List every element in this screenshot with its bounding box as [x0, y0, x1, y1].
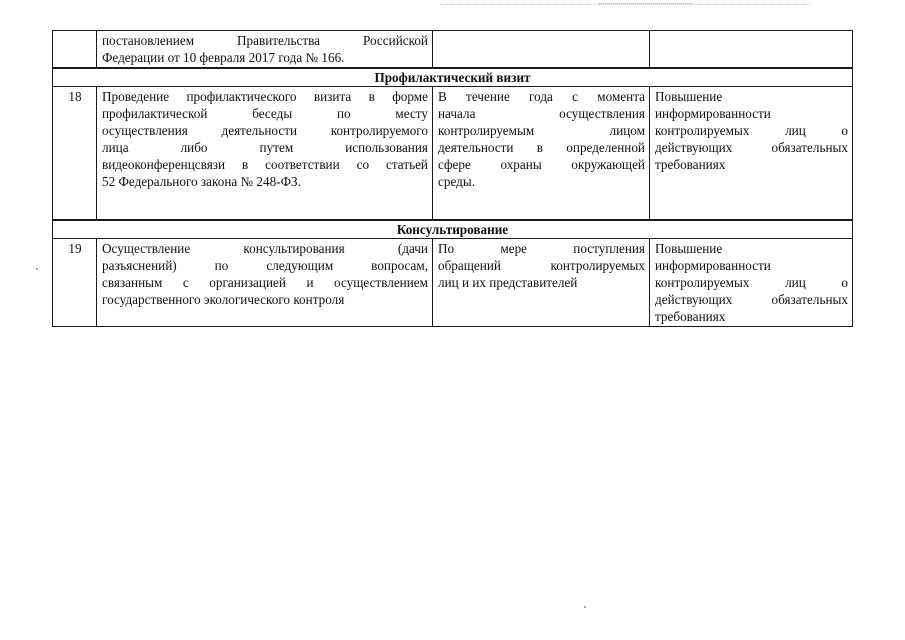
measure-cell: [97, 31, 433, 69]
result-line: действующих обязательных: [655, 140, 848, 155]
table-row: [53, 87, 853, 221]
term-line: обращений контролируемых: [438, 258, 645, 273]
result-line: Повышение: [655, 89, 723, 104]
term-line: В течение года с момента: [438, 89, 645, 104]
measures-table: [52, 30, 853, 327]
measure-line: постановлением Правительства Российской: [102, 33, 428, 48]
result-line: контролируемых лиц о: [655, 123, 848, 138]
result-line: информированности: [655, 258, 771, 273]
section-header-row: [53, 220, 853, 239]
term-cell: [433, 31, 650, 69]
section-title: Консультирование: [53, 220, 853, 239]
term-line: контролируемым лицом: [438, 123, 645, 138]
scan-artifact-line: [440, 4, 810, 6]
term-cell: [433, 239, 650, 327]
term-line: сфере охраны окружающей: [438, 157, 645, 172]
result-cell: [650, 87, 853, 221]
measure-line: разъяснений) по следующим вопросам,: [102, 258, 428, 273]
result-line: требованиях: [655, 157, 726, 172]
result-cell: [650, 31, 853, 69]
row-number-cell: [53, 31, 97, 69]
result-line: контролируемых лиц о: [655, 275, 848, 290]
table-row: [53, 31, 853, 69]
measure-cell: [97, 87, 433, 221]
result-line: Повышение: [655, 241, 723, 256]
scan-artifact-line: [598, 3, 693, 4]
section-header-row: [53, 68, 853, 87]
measure-line: Проведение профилактического визита в форме: [102, 89, 428, 104]
row-number-cell: 19: [53, 239, 97, 327]
term-line: деятельности в определенной: [438, 140, 645, 155]
measure-line: видеоконференцсвязи в соответствии со статьей: [102, 157, 428, 172]
term-cell: [433, 87, 650, 221]
measure-line: Осуществление консультирования (дачи: [102, 241, 428, 256]
term-line: лиц и их представителей: [438, 275, 578, 290]
measure-line: государственного экологического контроля: [102, 292, 345, 307]
measure-line: связанным с организацией и осуществлением: [102, 275, 428, 290]
measure-line: лица либо путем использования: [102, 140, 428, 155]
term-line: По мере поступления: [438, 241, 645, 256]
result-cell: [650, 239, 853, 327]
table-row: [53, 239, 853, 327]
scan-artifact-dot: [584, 606, 586, 608]
result-line: требованиях: [655, 309, 726, 324]
term-line: среды.: [438, 174, 475, 189]
result-line: информированности: [655, 106, 771, 121]
scan-artifact-dot: [36, 268, 38, 270]
measure-line: 52 Федерального закона № 248-ФЗ.: [102, 174, 301, 189]
section-title: Профилактический визит: [53, 68, 853, 87]
measure-cell: [97, 239, 433, 327]
row-number-cell: 18: [53, 87, 97, 221]
result-line: действующих обязательных: [655, 292, 848, 307]
measure-line: осуществления деятельности контролируемого: [102, 123, 428, 138]
measure-line: Федерации от 10 февраля 2017 года № 166.: [102, 50, 345, 65]
term-line: начала осуществления: [438, 106, 645, 121]
measure-line: профилактической беседы по месту: [102, 106, 428, 121]
